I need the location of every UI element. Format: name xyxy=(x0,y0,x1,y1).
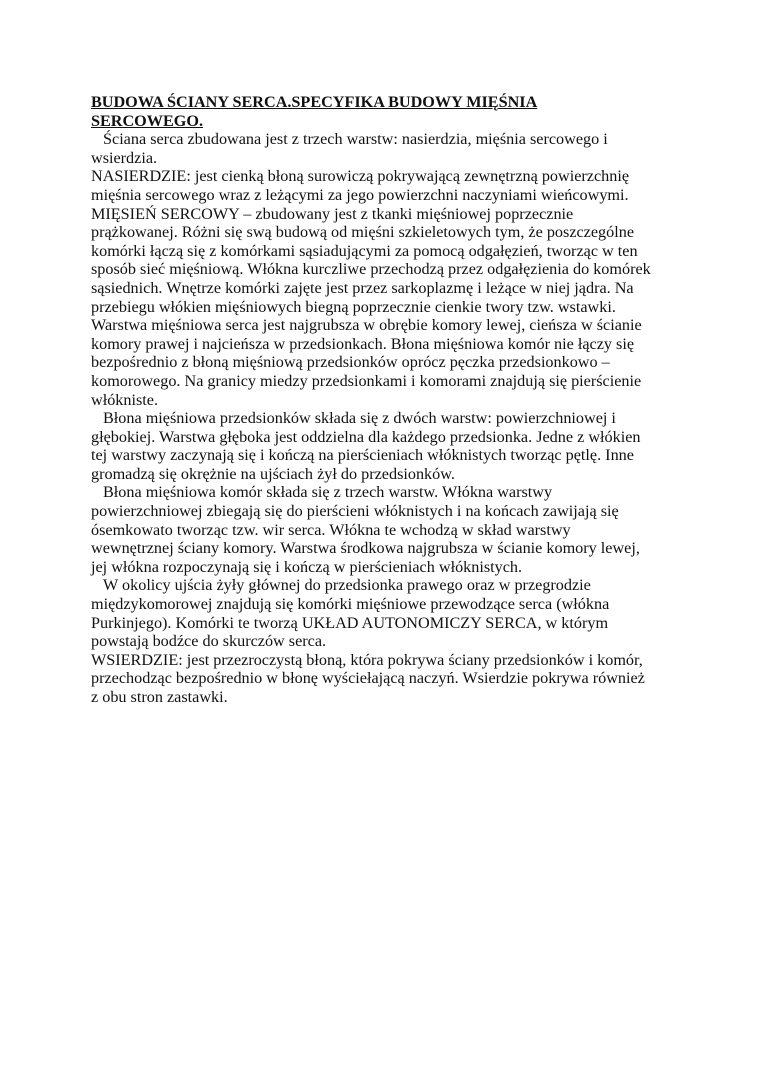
document-title-line-1: BUDOWA ŚCIANY SERCA.SPECYFIKA BUDOWY MIĘŚNIA xyxy=(91,93,538,111)
body-text-line: W okolicy ujścia żyły głównej do przedsionka prawego oraz w przegrodzie xyxy=(103,576,591,595)
body-text-line: włókniste. xyxy=(91,390,158,409)
body-text-line: komórki łączą się z komórkami sąsiadującymi za pomocą odgałęzień, tworząc w ten xyxy=(91,241,638,260)
body-text-line: prążkowanej. Różni się swą budową od mięśni szkieletowych tym, że poszczególne xyxy=(91,223,635,242)
body-text-line: sposób sieć mięśniową. Włókna kurczliwe przechodzą przez odgałęzienia do komórek xyxy=(91,260,651,279)
body-text-line: Błona mięśniowa przedsionków składa się z dwóch warstw: powierzchniowej i xyxy=(103,409,616,428)
body-text-line: NASIERDZIE: jest cienką błoną surowiczą pokrywającą zewnętrzną powierzchnię xyxy=(91,167,630,186)
body-text-line: ósemkowato tworząc tzw. wir serca. Włókna te wchodzą w skład warstwy xyxy=(91,520,571,539)
body-text-line: wewnętrznej ściany komory. Warstwa środkowa najgrubsza w ścianie komory lewej, xyxy=(91,539,640,558)
body-text-line: WSIERDZIE: jest przezroczystą błoną, która pokrywa ściany przedsionków i komór, xyxy=(91,650,643,669)
body-text-line: powierzchniowej zbiegają się do pierścieni włóknistych i na końcach zawijają się xyxy=(91,502,619,521)
body-text-line: Warstwa mięśniowa serca jest najgrubsza w obrębie komory lewej, cieńsza w ścianie xyxy=(91,316,642,335)
body-text-line: przechodząc bezpośrednio w błonę wyściełającą naczyń. Wsierdzie pokrywa również xyxy=(91,669,645,688)
body-text-line: Purkinjego). Komórki te tworzą UKŁAD AUTONOMICZY SERCA, w którym xyxy=(91,613,609,632)
body-text-line: komory prawej i najcieńsza w przedsionkach. Błona mięśniowa komór nie łączy się xyxy=(91,334,635,353)
body-text-line: sąsiednich. Wnętrze komórki zajęte jest przez sarkoplazmę i leżące w niej jądra. Na xyxy=(91,278,634,297)
body-text-line: tej warstwy zaczynają się i kończą na pierścieniach włóknistych tworząc pętlę. Inne xyxy=(91,446,634,465)
body-text-line: bezpośrednio z błoną mięśniową przedsionków oprócz pęczka przedsionkowo – xyxy=(91,353,610,372)
body-text-line: Błona mięśniowa komór składa się z trzech warstw. Włókna warstwy xyxy=(103,483,553,502)
document-body xyxy=(91,130,711,706)
body-text-line: z obu stron zastawki. xyxy=(91,688,228,706)
document-title-line-2: SERCOWEGO. xyxy=(91,111,203,130)
body-text-line: międzykomorowej znajdują się komórki mięśniowe przewodzące serca (włókna xyxy=(91,595,610,614)
body-text-line: komorowego. Na granicy miedzy przedsionkami i komorami znajdują się pierścienie xyxy=(91,371,642,390)
body-text-line: gromadzą się okrężnie na ujściach żył do przedsionków. xyxy=(91,464,455,483)
body-text-line: mięśnia sercowego wraz z leżącymi za jego powierzchni naczyniami wieńcowymi. xyxy=(91,185,629,204)
body-text-line: powstają bodźce do skurczów serca. xyxy=(91,632,327,651)
document-page xyxy=(91,93,711,707)
body-text-line: przebiegu włókien mięśniowych biegną poprzecznie cienkie twory tzw. wstawki. xyxy=(91,297,616,316)
body-text-line: głębokiej. Warstwa głęboka jest oddzielna dla każdego przedsionka. Jedne z włókien xyxy=(91,427,641,446)
body-text-line: Ściana serca zbudowana jest z trzech warstw: nasierdzia, mięśnia sercowego i xyxy=(103,130,608,149)
body-text-line: wsierdzia. xyxy=(91,148,158,167)
body-text-line: jej włókna rozpoczynają się i kończą w pierścieniach włóknistych. xyxy=(91,557,523,576)
body-text-line: MIĘSIEŃ SERCOWY – zbudowany jest z tkanki mięśniowej poprzecznie xyxy=(91,204,574,223)
